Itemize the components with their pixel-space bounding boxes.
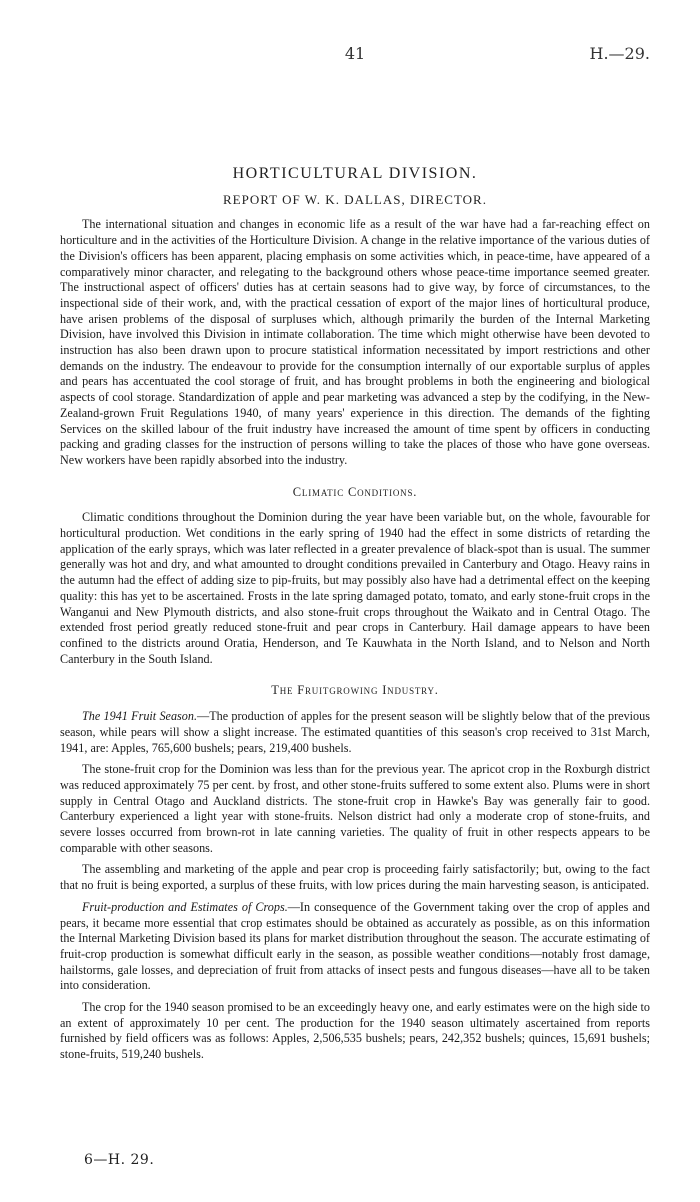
page-header (60, 44, 650, 64)
section-heading-climatic: Climatic Conditions. (292, 484, 418, 499)
crop-1940-paragraph: The crop for the 1940 season promised to be an exceedingly heavy one, and early estimates were on the high side to an extent of approximately 10 per cent. The production for the 1940 season ultimately ascertained from reports furnished by field officers was as follows: Apples, 2,506,535 bushels; pears, 242,352 bushels; quinces, 15,691 bushels; stone-fruits, 519,240 bushels. (60, 1000, 650, 1062)
document-body (60, 144, 650, 1063)
marketing-paragraph: The assembling and marketing of the apple and pear crop is proceeding fairly satisfactorily; but, owing to the fact that no fruit is being exported, a surplus of these fruits, with low prices during the main harvesting season, is anticipated. (60, 862, 650, 893)
estimates-paragraph (60, 900, 650, 994)
fruit-season-paragraph (60, 709, 650, 756)
document-page (60, 0, 650, 1202)
page-title: HORTICULTURAL DIVISION. (232, 165, 478, 182)
estimates-text: —In consequence of the Government taking over the crop of apples and pears, it became more essential that crop estimates should be obtained as accurately as possible, as on this information the Internal Marketing Division based its plans for market distribution throughout the season. The accurate estimating of fruit-crop production is somewhat difficult early in the season, as possible weather conditions—notably frost damage, hailstorms, gale losses, and depreciation of fruit from attacks of insect pests and fungous diseases—have all to be taken into consideration. (60, 899, 650, 993)
estimates-lead: Fruit-production and Estimates of Crops. (82, 899, 288, 914)
climatic-paragraph: Climatic conditions throughout the Dominion during the year have been variable but, on the whole, favourable for horticultural production. Wet conditions in the early spring of 1940 had the effect in some districts of retarding the application of the early sprays, which was later reflected in a greater prevalence of black-spot than is usual. The summer generally was hot and dry, and what amounted to drought conditions prevailed in Canterbury and Otago. Heavy rains in the autumn had the effect of adding size to pip-fruits, but may possibly also have had a detrimental effect on the keeping quality: this has yet to be ascertained. Frosts in the late spring damaged potato, tomato, and early stone-fruit crops in the Wanganui and New Plymouth districts, and also stone-fruit crops throughout the Waikato and in Central Otago. The extended frost period greatly reduced stone-fruit and pear crops in Canterbury. Hail damage appears to have been confined to the districts around Oratia, Henderson, and Te Kauwhata in the North Island, and to Nelson and North Canterbury in the South Island. (60, 510, 650, 666)
page-number: 41 (344, 44, 366, 63)
document-reference: H.—29. (589, 44, 650, 63)
fruit-season-text: —The production of apples for the present season will be slightly below that of the previous season, while pears will show a slight increase. The estimated quantities of this season's crop received to 31st March, 1941, are: Apples, 765,600 bushels; pears, 219,400 bushels. (60, 709, 650, 755)
fruit-season-lead: The 1941 Fruit Season. (82, 709, 198, 724)
stone-fruit-paragraph: The stone-fruit crop for the Dominion was less than for the previous year. The apricot crop in the Roxburgh district was reduced approximately 75 per cent. by frost, and other stone-fruits suffered to some extent also. Plums were in short supply in Central Otago and Auckland districts. The stone-fruit crop in Hawke's Bay was generally fair to good. Canterbury experienced a light year with stone-fruits. Nelson district had only a moderate crop of stone-fruits, and severe losses occurred from brown-rot in late canning varieties. The quality of fruit in other respects appears to be comparable with other seasons. (60, 762, 650, 855)
intro-paragraph: The international situation and changes in economic life as a result of the war have had a far-reaching effect on horticulture and in the activities of the Horticulture Division. A change in the relative importance of the various duties of the Division's officers has been apparent, placing emphasis on some activities which, in peace-time, have appeared of a comparatively minor character, and relegating to the background others whose peace-time importance seemed greater. The instructional aspect of officers' duties has at certain seasons had to give way, by force of circumstances, to the inspectional side of their work, and, with the practical cessation of export of the major lines of horticultural produce, have arisen problems of the disposal of surpluses which, although primarily the burden of the Internal Marketing Division, have involved this Division in intimate collaboration. The time which might otherwise have been devoted to instruction has also been drawn upon to procure statistical information necessitated by import restrictions and other demands on the industry. The endeavour to provide for the consumption internally of our exportable surplus of apples and pears has accentuated the cool storage of fruit, and has brought problems in both the engineering and biological aspects of cool storage. Standardization of apple and pear marketing was advanced a step by the codifying, in the New-Zealand-grown Fruit Regulations 1940, of many years' experience in this direction. The demands of the fighting Services on the skilled labour of the fruit industry have increased the amount of time spent by officers in conducting packing and grading classes for the instruction of persons willing to take the places of those who have gone overseas. New workers have been rapidly absorbed into the industry. (60, 217, 650, 467)
section-heading-fruitgrowing: The Fruitgrowing Industry. (271, 683, 439, 698)
signature-mark: 6—H. 29. (84, 1152, 155, 1168)
report-subtitle: REPORT OF W. K. DALLAS, DIRECTOR. (223, 191, 487, 207)
